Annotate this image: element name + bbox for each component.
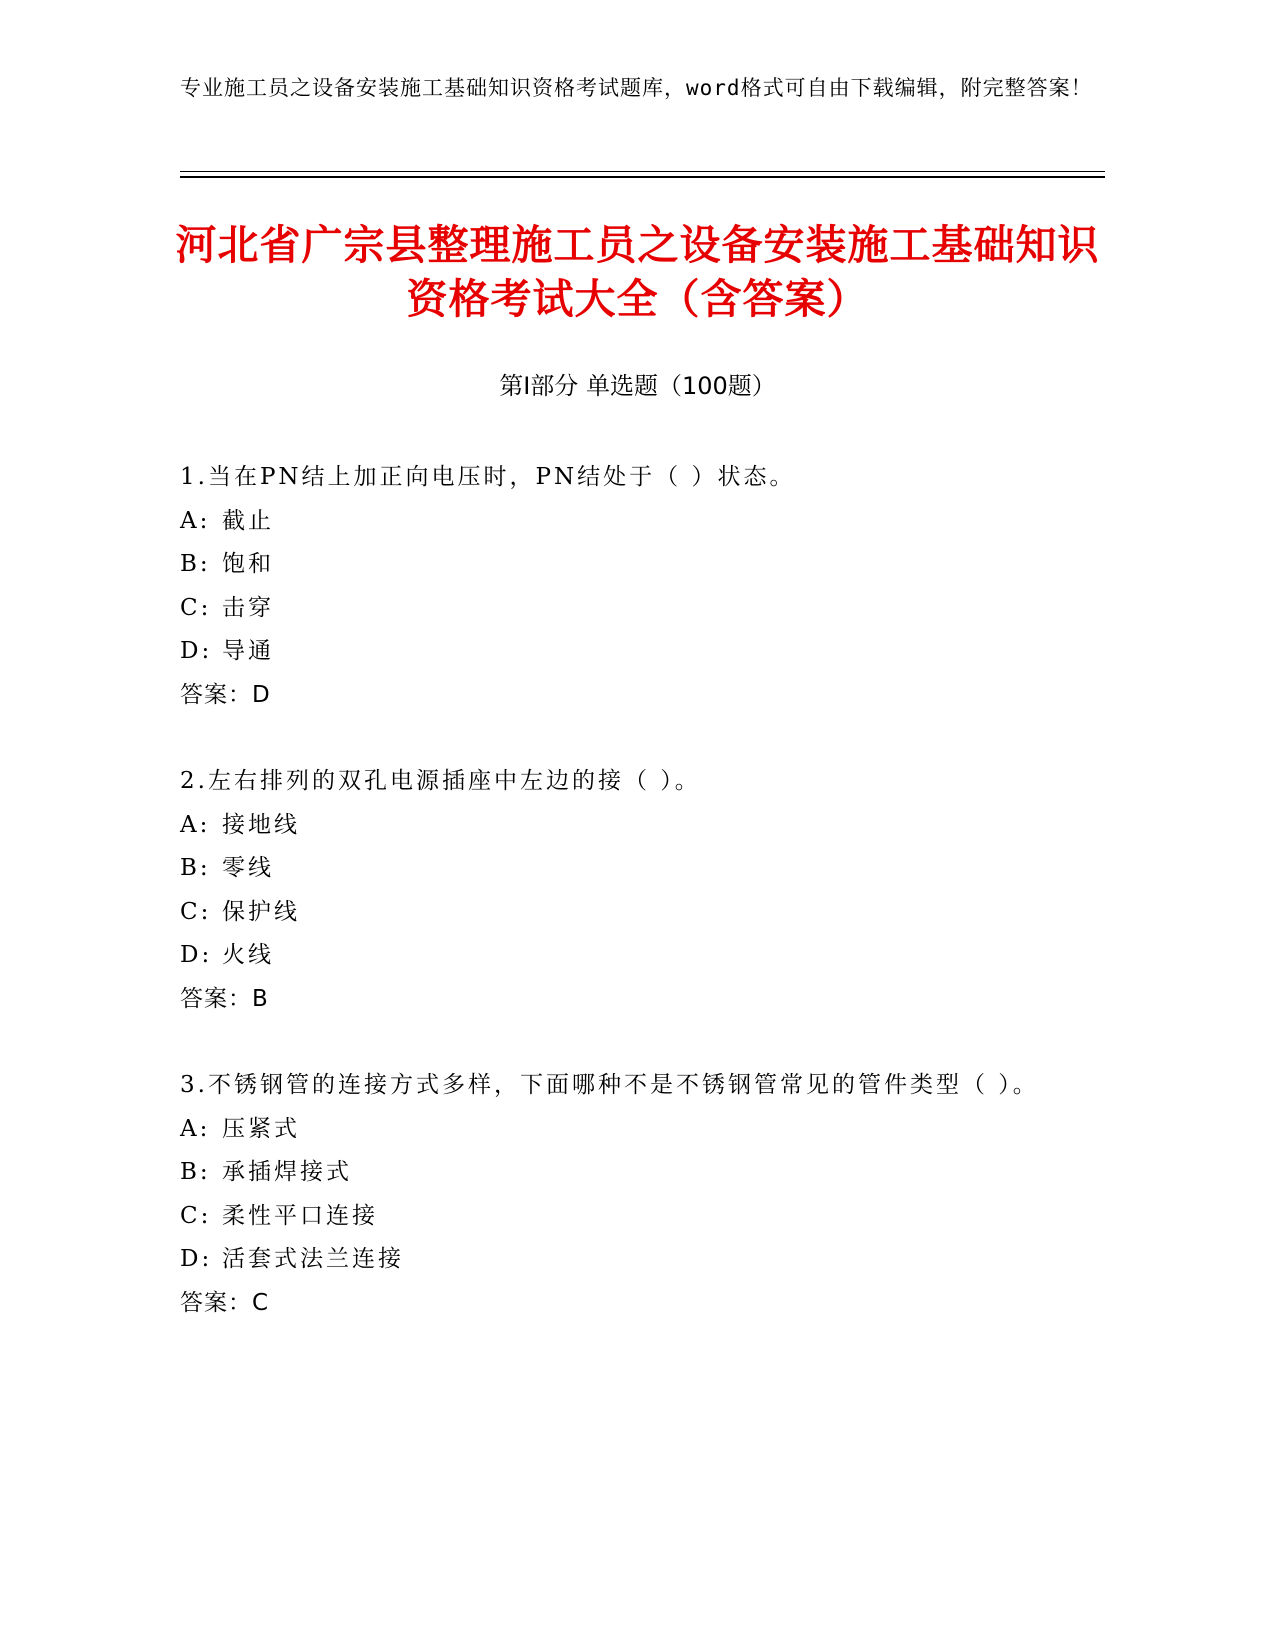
option-text: 导通 [222,638,274,664]
question-stem: 3.不锈钢管的连接方式多样，下面哪种不是不锈钢管常见的管件类型（ ）。 [180,1072,1039,1098]
question-stem: 1.当在PN结上加正向电压时，PN结处于（ ）状态。 [180,464,796,490]
option-c [180,587,1100,631]
option-b [180,847,1100,891]
answer-line [180,978,1100,1022]
option-letter: D: [180,942,213,968]
answer-label: 答案： [180,985,252,1012]
option-a [180,1108,1100,1152]
document-title: 河北省广宗县整理施工员之设备安装施工基础知识资格考试大全（含答案） [175,221,1100,323]
option-text: 活套式法兰连接 [222,1246,404,1272]
option-text: 零线 [222,855,274,881]
option-text: 承插焊接式 [222,1159,352,1185]
answer-line [180,674,1100,718]
option-c [180,1195,1100,1239]
option-letter: B: [180,1159,211,1185]
answer-value: D [252,681,271,708]
option-text: 饱和 [222,551,274,577]
question-stem: 2.左右排列的双孔电源插座中左边的接（ ）。 [180,768,701,794]
option-letter: D: [180,638,213,664]
option-letter: B: [180,551,211,577]
option-d [180,934,1100,978]
option-letter: A: [180,1115,211,1142]
option-letter: A: [180,507,211,534]
question-item [180,1064,1100,1325]
option-b [180,543,1100,587]
question-item [180,760,1100,1021]
option-letter: C: [180,594,212,621]
option-letter: C: [180,1202,212,1229]
section-title: 第I部分 单选题（100题） [499,372,776,400]
answer-line [180,1282,1100,1326]
option-text: 压紧式 [222,1115,300,1142]
answer-label: 答案： [180,1289,252,1316]
question-list [180,456,1100,1368]
option-a [180,500,1100,544]
option-text: 接地线 [222,811,300,838]
option-c [180,891,1100,935]
option-d [180,1238,1100,1282]
option-text: 柔性平口连接 [222,1202,378,1229]
answer-value: B [252,985,269,1012]
answer-value: C [252,1289,270,1316]
question-item [180,456,1100,717]
option-b [180,1151,1100,1195]
option-text: 火线 [222,942,274,968]
header-divider-thin [180,171,1105,172]
answer-label: 答案： [180,681,252,708]
option-a [180,804,1100,848]
option-letter: D: [180,1246,213,1272]
option-text: 击穿 [222,594,274,621]
option-letter: C: [180,898,212,925]
option-d [180,630,1100,674]
option-letter: A: [180,811,211,838]
option-letter: B: [180,855,211,881]
header-divider-thick [180,176,1105,178]
option-text: 截止 [222,507,274,534]
header-note: 专业施工员之设备安装施工基础知识资格考试题库，word格式可自由下载编辑，附完整答案！ [180,76,1093,100]
option-text: 保护线 [222,898,300,925]
